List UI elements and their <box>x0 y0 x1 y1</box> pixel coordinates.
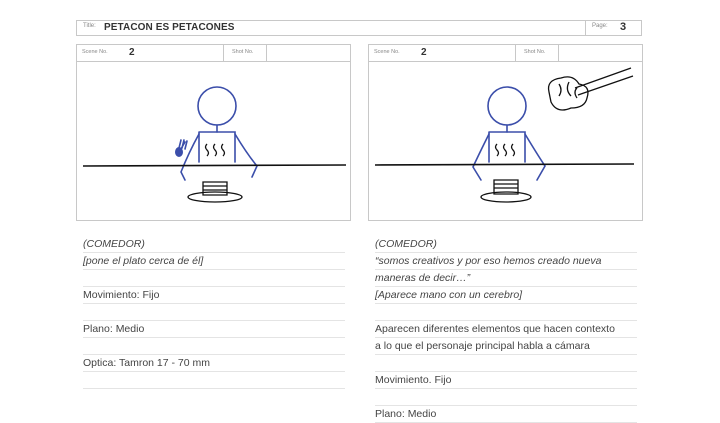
fork-head <box>175 147 183 157</box>
header-divider <box>266 45 267 61</box>
note-line: “somos creativos y por eso hemos creado nueva <box>375 253 637 270</box>
note-line: (COMEDOR) <box>83 236 345 253</box>
notes-left <box>83 236 345 389</box>
note-line <box>83 372 345 389</box>
note-line <box>83 338 345 355</box>
note-line <box>375 304 637 321</box>
header-divider <box>515 45 516 61</box>
shot-label: Shot No. <box>524 49 546 55</box>
figure-right-arm <box>235 134 257 177</box>
steam-icon <box>206 144 225 156</box>
figure-right-arm <box>525 134 545 180</box>
note-line: maneras de decir…” <box>375 270 637 287</box>
figure-torso <box>489 132 525 162</box>
page-number: 3 <box>620 21 627 33</box>
note-line: Movimiento: Fijo <box>83 287 345 304</box>
storyboard-frame-left <box>76 44 351 221</box>
page-box <box>585 21 644 35</box>
note-line <box>375 355 637 372</box>
sketch-man-with-brain <box>369 62 642 220</box>
header-divider <box>558 45 559 61</box>
frame-header <box>369 45 642 62</box>
note-line <box>83 270 345 287</box>
note-line: [pone el plato cerca de él] <box>83 253 345 270</box>
scene-number: 2 <box>421 47 427 58</box>
plate <box>188 192 242 202</box>
note-line: a lo que el personaje principal habla a cámara <box>375 338 637 355</box>
figure-left-arm <box>473 134 489 180</box>
note-line: Aparecen diferentes elementos que hacen contexto <box>375 321 637 338</box>
food <box>203 182 227 195</box>
note-line: Movimiento. Fijo <box>375 372 637 389</box>
shot-label: Shot No. <box>232 49 254 55</box>
hand-arm <box>575 68 633 95</box>
note-line <box>375 389 637 406</box>
figure-head <box>198 87 236 125</box>
title-label: Title: <box>83 23 96 29</box>
header-divider <box>223 45 224 61</box>
figure-head <box>488 87 526 125</box>
scene-label: Scene No. <box>82 49 108 55</box>
frame-header <box>77 45 350 62</box>
scene-number: 2 <box>129 47 135 58</box>
note-line: [Aparece mano con un cerebro] <box>375 287 637 304</box>
note-line: Plano: Medio <box>375 406 637 423</box>
note-line <box>83 304 345 321</box>
note-line: Plano: Medio <box>83 321 345 338</box>
page-label: Page: <box>592 23 608 29</box>
scene-label: Scene No. <box>374 49 400 55</box>
note-line: Optica: Tamron 17 - 70 mm <box>83 355 345 372</box>
figure-torso <box>199 132 235 162</box>
steam-icon <box>496 144 515 156</box>
table-line <box>375 164 634 165</box>
notes-right <box>375 236 637 423</box>
title-bar <box>76 20 642 36</box>
table-line <box>83 165 346 166</box>
note-line: (COMEDOR) <box>375 236 637 253</box>
sketch-man-eating <box>77 62 350 220</box>
title-value: PETACON ES PETACONES <box>104 22 235 33</box>
storyboard-frame-right <box>368 44 643 221</box>
